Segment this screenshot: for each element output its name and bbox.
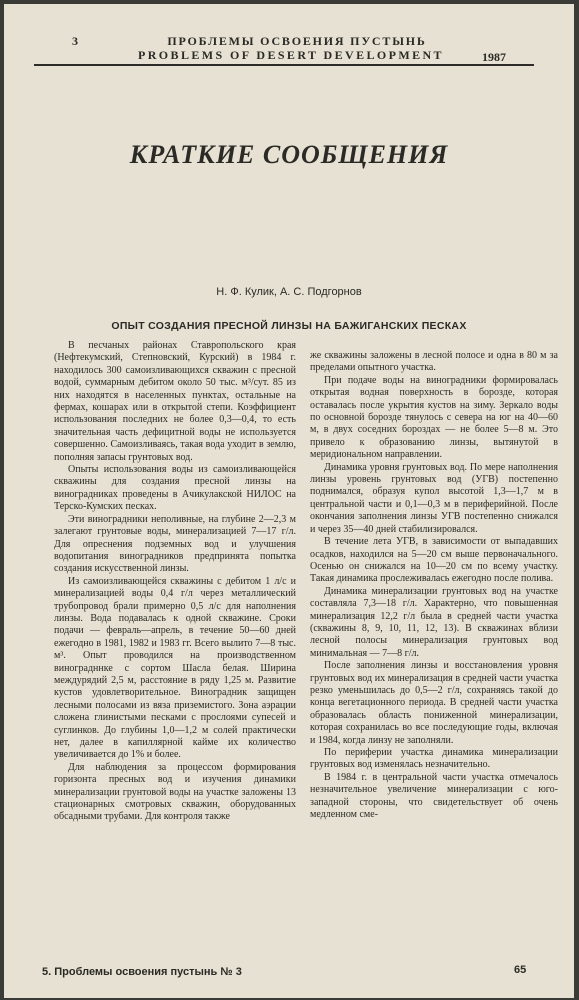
journal-year: 1987 <box>482 50 506 64</box>
header-rule <box>34 64 534 66</box>
paragraph: После заполнения линзы и восстановления уровня грунтовых вод их минерализация в средней части участка резко уменьшилась до 0,5—2 г/л, сохраняясь такой до конца вегетационного периода. В средней части участка образовалась область пониженной минерализации, которая сохранилась во все последующие годы, включая и 1984, когда линзу не заполняли. <box>310 660 558 746</box>
paragraph: В песчаных районах Ставропольского края (Нефтекумский, Степновский, Курский) в 1984 г. находилось 300 самоизливающихся скважин с пресной водой, суммарным дебитом около 50 тыс. м³/сут. 85 из них находятся в населенных пунктах, остальные на фермах, кошарах или в открытой степи. Коэффициент использования последних не более 0,3—0,4, то есть значительная часть дефицитной воды не используется совершенно. Самоизливаясь, такая вода уходит в землю, пополняя запасы грунтовых вод. <box>54 340 296 463</box>
journal-title-en: PROBLEMS OF DESERT DEVELOPMENT <box>138 48 444 62</box>
paragraph: По периферии участка динамика минерализации грунтовых вод изменялась незначительно. <box>310 747 558 771</box>
paragraph: Для наблюдения за процессом формирования горизонта пресных вод и изучения динамики минерализации грунтовой воды на участке заложены 13 стационарных смотровых скважин, оборудованных обсадными трубами. Для контроля также <box>54 761 296 823</box>
paragraph: Из самоизливающейся скважины с дебитом 1 л/с и минерализацией воды 0,4 г/л через металлический трубопровод брали примерно 0,5 л/с для наполнения линзы. Вода подавалась к одной скважине. Сроки подачи — февраль—апрель, в течение 50—60 дней ежегодно в 1981, 1982 и 1983 гг. Всего вылито 7—8 тыс. м³. Опыт проводился на производственном виноградннке с сортом Шасла белая. Ширина междурядий 2,5 м, расстояние в ряду 1,25 м. Развитие кустов удовлетворительное. Виноградник защищен лесными полосами из вяза приземистого. Зона аэрации сложена глинистыми песками с прослоями супесей и суглинков. До глубины 1,0—1,2 м солей практически нет, далее в капиллярной кайме их количество увеличивается до 1% и более. <box>54 575 296 761</box>
paragraph: В 1984 г. в центральной части участка отмечалось незначительное увеличение минерализации с юго-западной стороны, что свидетельствует об очень медленном сме- <box>310 771 558 821</box>
journal-page <box>4 4 574 998</box>
paragraph: Опыты использования воды из самоизливающейся скважины для создания пресной линзы на виноградниках проведены в Ачикулакской НИЛОС на Терско-Кумских песках. <box>54 464 296 513</box>
section-title: КРАТКИЕ СООБЩЕНИЯ <box>129 140 449 169</box>
authors: Н. Ф. Кулик, А. С. Подгорнов <box>216 286 362 298</box>
page-number: 65 <box>514 964 527 976</box>
paragraph: Эти виноградники неполивные, на глубине 2—2,3 м залегают грунтовые воды, минерализацией 7—17 г/л. Для опреснения подземных вод и улучшения водопитания виноградников предпринята попытка создания искусственной линзы. <box>54 513 296 575</box>
left-column <box>54 340 296 944</box>
paragraph: Динамика минерализации грунтовых вод на участке составляла 7,3—18 г/л. Характерно, что повышенная минерализация 12,2 г/л была в средней части участка (скважины 8, 9, 10, 11, 12, 13). В скважинах вблизи лесной полосы минерализация грунтовых вод минимальная — 7—8 г/л. <box>310 585 558 659</box>
paragraph: Динамика уровня грунтовых вод. По мере наполнения линзы уровень грунтовых вод (УГВ) постепенно поднимался, образуя купол высотой 1,3—1,7 м в центральной части и 0,1—0,3 м в периферийной. После окончания заполнения линзы УГВ постепенно снижался и через 35—40 дней стабилизировался. <box>310 461 558 535</box>
article-title: ОПЫТ СОЗДАНИЯ ПРЕСНОЙ ЛИНЗЫ НА БАЖИГАНСКИХ ПЕСКАХ <box>111 320 467 332</box>
issue-number: 3 <box>72 34 78 48</box>
paragraph: В течение лета УГВ, в зависимости от выпадавших осадков, находился на 5—20 см выше первоначального. Осенью он снижался на 10—20 см по всему участку. Такая динамика прослеживалась ежегодно после полива. <box>310 536 558 585</box>
journal-title-ru: ПРОБЛЕМЫ ОСВОЕНИЯ ПУСТЫНЬ <box>167 34 427 48</box>
right-column <box>310 350 558 954</box>
paragraph: же скважины заложены в лесной полосе и одна в 80 м за пределами опытного участка. <box>310 350 558 374</box>
footer-signature: 5. Проблемы освоения пустынь № 3 <box>42 966 242 978</box>
paragraph: При подаче воды на виноградники формировалась открытая водная поверхность в борозде, которая оставалась после укрытия кустов на зиму. Зеркало воды по основной борозде тянулось с севера на юг на 40—60 м, в двух соседних бороздах — не более 5—8 м. Это привело к образованию линзы, вытянутой в меридиональном направлении. <box>310 374 558 461</box>
